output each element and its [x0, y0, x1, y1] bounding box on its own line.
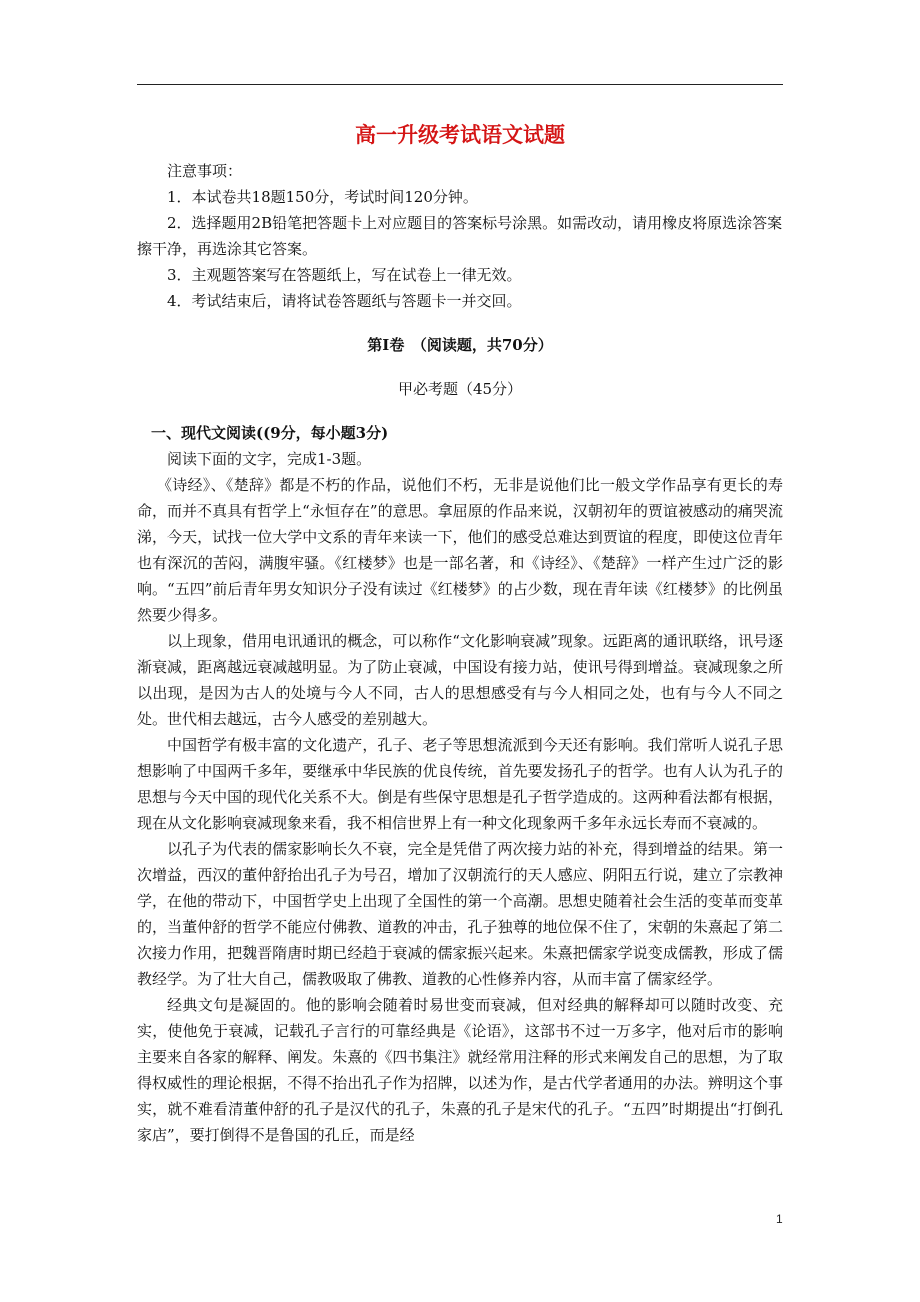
question-heading: 一、现代文阅读((9分，每小题3分)	[151, 424, 389, 442]
document-content	[137, 116, 783, 1148]
page-number: 1	[776, 1212, 783, 1226]
reading-instruction: 阅读下面的文字，完成1-3题。	[167, 450, 372, 468]
section-heading: 第Ⅰ卷 （阅读题，共70分）	[367, 336, 553, 354]
note-item: 1．本试卷共18题150分，考试时间120分钟。	[167, 188, 478, 206]
passage-paragraph: 以孔子为代表的儒家影响长久不衰，完全是凭借了两次接力站的补充，得到增益的结果。第一次增益，西汉的董仲舒抬出孔子为号召，增加了汉朝流行的天人感应、阴阳五行说，建立了宗教神学，在他的带动下，中国哲学史上出现了全国性的第一个高潮。思想史随着社会生活的变革而变革的，当董仲舒的哲学不能应付佛教、道教的冲击，孔子独尊的地位保不住了，宋朝的朱熹起了第二次接力作用，把魏晋隋唐时期已经趋于衰减的儒家振兴起来。朱熹把儒家学说变成儒教，形成了儒教经学。为了壮大自己，儒教吸取了佛教、道教的心性修养内容，从而丰富了儒家经学。	[137, 840, 783, 988]
subsection-heading: 甲必考题（45分）	[397, 380, 523, 398]
notes-heading: 注意事项：	[167, 162, 243, 180]
note-item: 4．考试结束后，请将试卷答题纸与答题卡一并交回。	[167, 292, 522, 310]
notes-block	[137, 158, 783, 314]
passage-paragraph: 中国哲学有极丰富的文化遗产，孔子、老子等思想流派到今天还有影响。我们常听人说孔子思想影响了中国两千多年，要继承中华民族的优良传统，首先要发扬孔子的哲学。也有人认为孔子的思想与今天中国的现代化关系不大。倒是有些保守思想是孔子哲学造成的。这两种看法都有根据，现在从文化影响衰减现象来看，我不相信世界上有一种文化现象两千多年永远长寿而不衰减的。	[137, 736, 783, 832]
note-item: 2．选择题用2B铅笔把答题卡上对应题目的答案标号涂黑。如需改动，请用橡皮将原选涂答案擦干净，再选涂其它答案。	[137, 214, 783, 258]
page-title: 高一升级考试语文试题	[355, 122, 565, 147]
passage-paragraph: 《诗经》、《楚辞》都是不朽的作品，说他们不朽，无非是说他们比一般文学作品享有更长的寿命，而并不真具有哲学上“永恒存在”的意思。拿屈原的作品来说，汉朝初年的贾谊被感动的痛哭流涕，今天，试找一位大学中文系的青年来读一下，他们的感受总难达到贾谊的程度，即使这位青年也有深沉的苦闷，满腹牢骚。《红楼梦》也是一部名著，和《诗经》、《楚辞》一样产生过广泛的影响。“五四”前后青年男女知识分子没有读过《红楼梦》的占少数，现在青年读《红楼梦》的比例虽然要少得多。	[137, 476, 783, 624]
header-rule	[137, 84, 783, 85]
passage-paragraph: 以上现象，借用电讯通讯的概念，可以称作“文化影响衰减”现象。远距离的通讯联络，讯号逐渐衰减，距离越远衰减越明显。为了防止衰减，中国设有接力站，使讯号得到增益。衰减现象之所以出现，是因为古人的处境与今人不同，古人的思想感受有与今人相同之处，也有与今人不同之处。世代相去越远，古今人感受的差别越大。	[137, 632, 783, 728]
passage-paragraph: 经典文句是凝固的。他的影响会随着时易世变而衰减，但对经典的解释却可以随时改变、充实，使他免于衰减，记载孔子言行的可靠经典是《论语》，这部书不过一万多字，他对后市的影响主要来自各家的解释、阐发。朱熹的《四书集注》就经常用注释的形式来阐发自己的思想，为了取得权威性的理论根据，不得不抬出孔子作为招牌，以述为作，是古代学者通用的办法。辨明这个事实，就不难看清董仲舒的孔子是汉代的孔子，朱熹的孔子是宋代的孔子。“五四”时期提出“打倒孔家店”，要打倒得不是鲁国的孔丘，而是经	[137, 996, 783, 1144]
note-item: 3．主观题答案写在答题纸上，写在试卷上一律无效。	[167, 266, 522, 284]
